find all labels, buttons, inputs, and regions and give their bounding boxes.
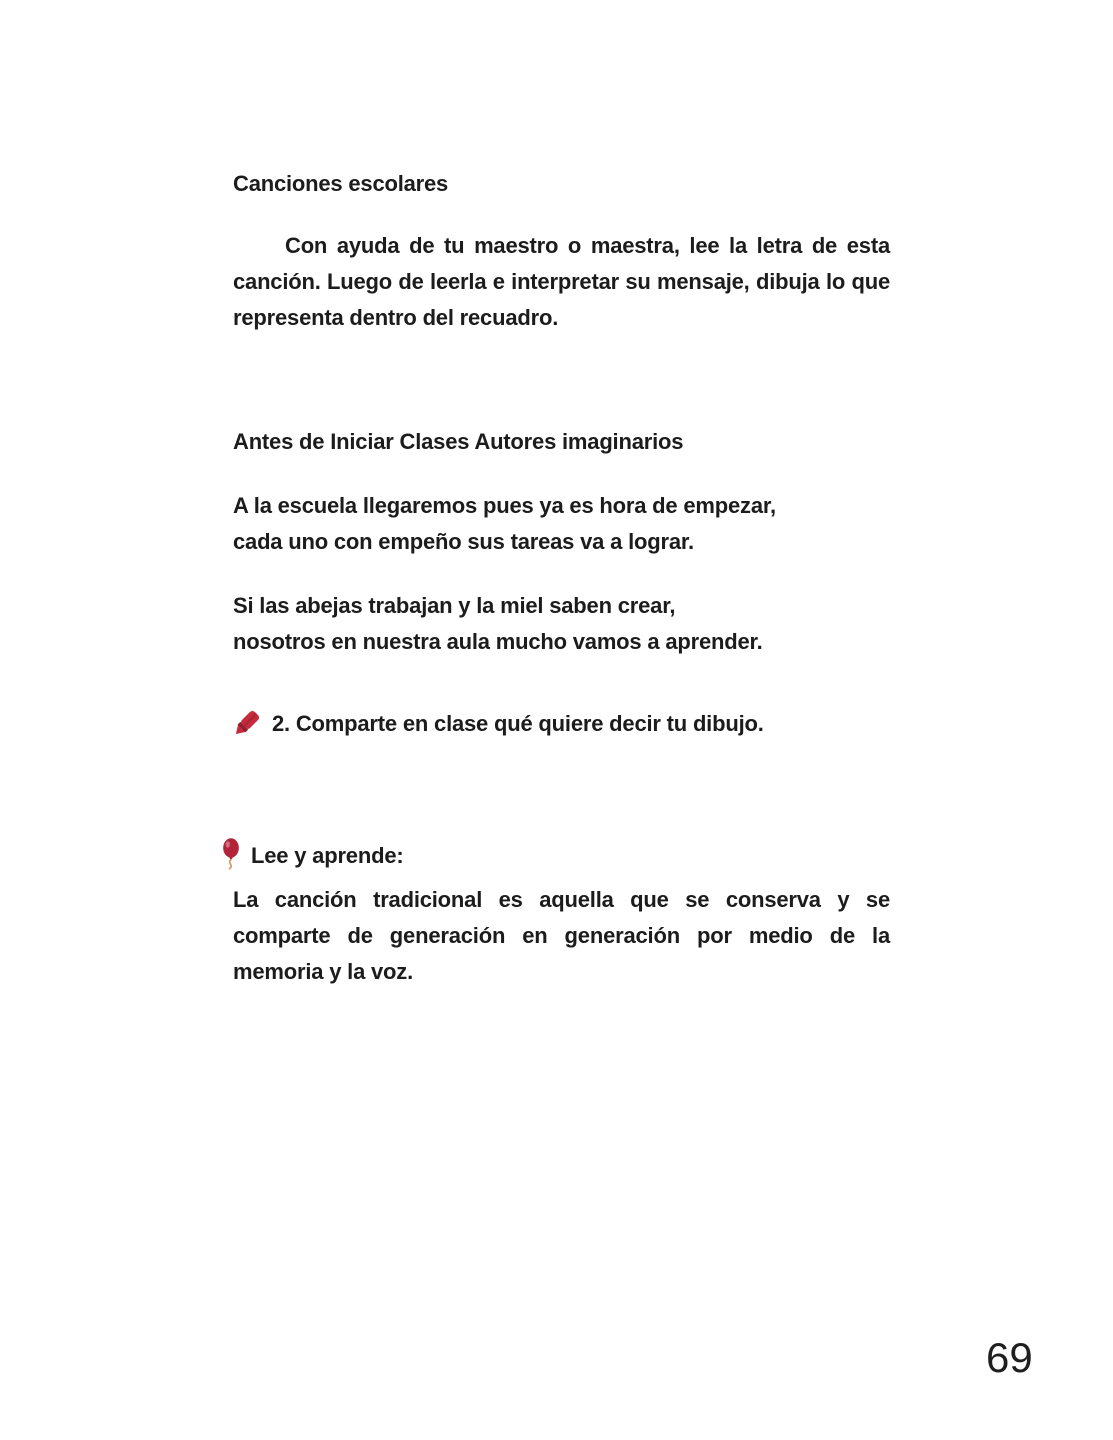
task-label: 2. Comparte en clase qué quiere decir tu dibujo.	[272, 711, 764, 736]
note-body: La canción tradicional es aquella que se conserva y se comparte de generación en generación por medio de la memoria y la voz.	[233, 887, 890, 984]
note-title-row	[220, 838, 403, 874]
red-crayon-icon	[229, 707, 263, 741]
song-stanza-2	[233, 588, 890, 660]
red-balloon-icon	[220, 838, 242, 872]
song-heading: Antes de Iniciar Clases Autores imaginarios	[233, 429, 684, 454]
verse-line: Si las abejas trabajan y la miel saben crear,	[233, 593, 676, 618]
verse-line: cada uno con empeño sus tareas va a lograr.	[233, 529, 694, 554]
page-title: Canciones escolares	[233, 171, 449, 196]
intro-paragraph: Con ayuda de tu maestro o maestra, lee la letra de esta canción. Luego de leerla e interpretar su mensaje, dibuja lo que representa dentro del recuadro.	[233, 233, 890, 330]
page-number: 69	[986, 1334, 1033, 1381]
verse-line: nosotros en nuestra aula mucho vamos a aprender.	[233, 629, 763, 654]
song-stanza-1	[233, 488, 890, 560]
task-item	[229, 706, 764, 742]
note-title: Lee y aprende:	[251, 843, 404, 868]
verse-line: A la escuela llegaremos pues ya es hora de empezar,	[233, 493, 776, 518]
